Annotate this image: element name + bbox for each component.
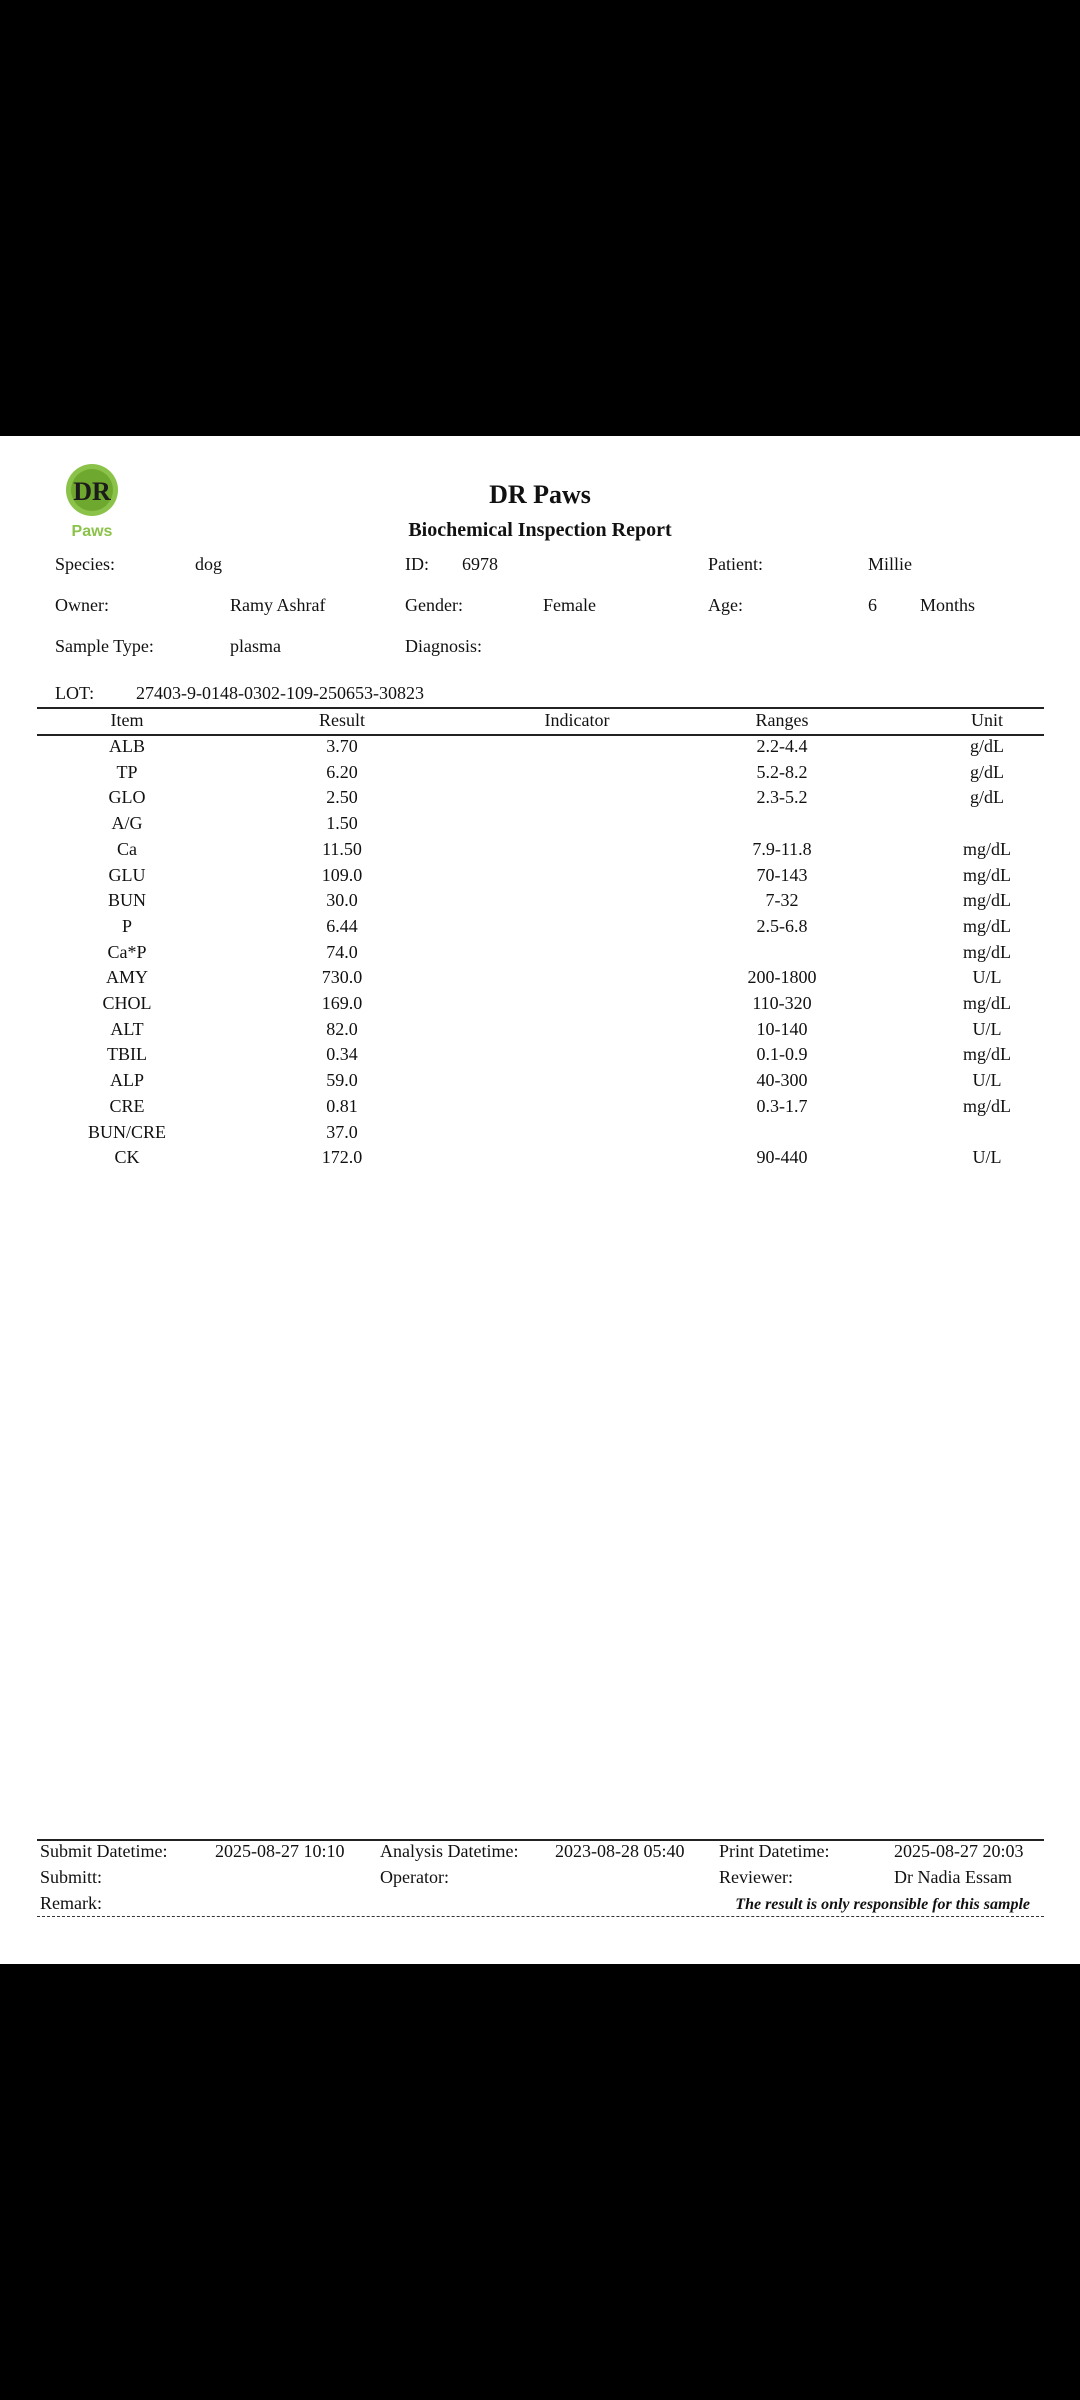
cell-unit: g/dL [970, 736, 1004, 756]
owner-label: Owner: [55, 595, 109, 615]
cell-item: AMY [105, 967, 148, 988]
cell-result: 0.81 [326, 1095, 358, 1116]
cell-item: GLO [108, 787, 146, 808]
cell-range: 10-140 [756, 1018, 808, 1039]
table-row [37, 1044, 1044, 1070]
footer-rule [37, 1839, 1044, 1841]
id-value: 6978 [462, 554, 498, 574]
cell-range: 5.2-8.2 [756, 761, 808, 782]
cell-item: CRE [109, 1095, 145, 1116]
reviewer-label: Reviewer: [719, 1867, 793, 1887]
table-row [37, 993, 1044, 1019]
cell-unit: U/L [972, 1147, 1002, 1168]
header-result: Result [318, 710, 365, 730]
table-row [37, 736, 1044, 762]
cell-range: 2.5-6.8 [756, 915, 808, 936]
cell-unit: mg/dL [963, 1044, 1011, 1065]
cell-range: 2.3-5.2 [756, 787, 808, 808]
cell-result: 1.50 [326, 813, 358, 834]
report-page [0, 436, 1080, 1964]
header-ranges: Ranges [755, 710, 809, 730]
table-row [37, 813, 1044, 839]
reviewer-value: Dr Nadia Essam [894, 1867, 1012, 1887]
table-header [37, 710, 1044, 736]
remark-label: Remark: [40, 1893, 102, 1913]
cell-item: GLU [108, 864, 146, 885]
table-row [37, 1070, 1044, 1096]
cell-range: 0.1-0.9 [756, 1044, 808, 1065]
species-label: Species: [55, 554, 115, 574]
svg-text:DR: DR [73, 477, 111, 506]
age-label: Age: [708, 595, 743, 615]
cell-unit: g/dL [970, 787, 1004, 808]
table-row [37, 942, 1044, 968]
table-row [37, 967, 1044, 993]
gender-value: Female [543, 595, 596, 615]
cell-result: 74.0 [326, 941, 358, 962]
cell-range: 7-32 [765, 890, 799, 911]
cell-item: A/G [111, 813, 143, 834]
cell-result: 6.44 [326, 915, 358, 936]
cell-item: TP [116, 761, 138, 782]
cell-unit: mg/dL [963, 890, 1011, 911]
operator-label: Operator: [380, 1867, 449, 1887]
cell-result: 3.70 [326, 736, 358, 756]
sample-type-label: Sample Type: [55, 636, 154, 656]
cell-item: ALB [109, 736, 145, 756]
patient-label: Patient: [708, 554, 763, 574]
cell-item: ALT [110, 1018, 144, 1039]
age-unit: Months [920, 595, 976, 615]
cell-item: ALP [109, 1070, 144, 1091]
age-value: 6 [868, 595, 877, 615]
cell-result: 11.50 [322, 838, 362, 859]
cell-unit: mg/dL [963, 1095, 1011, 1116]
cell-unit: mg/dL [963, 864, 1011, 885]
header-unit: Unit [970, 710, 1003, 730]
gender-label: Gender: [405, 595, 463, 615]
cell-item: TBIL [107, 1044, 147, 1065]
sample-type-value: plasma [230, 636, 281, 656]
lot-value: 27403-9-0148-0302-109-250653-30823 [136, 683, 424, 703]
cell-result: 109.0 [321, 864, 363, 885]
submitt-label: Submitt: [40, 1867, 103, 1887]
analysis-datetime-label: Analysis Datetime: [380, 1841, 519, 1861]
table-top-rule [37, 707, 1044, 709]
cell-item: Ca*P [107, 941, 147, 962]
table-row [37, 1147, 1044, 1173]
cell-result: 59.0 [326, 1070, 358, 1091]
cell-item: BUN/CRE [87, 1121, 166, 1142]
table-row [37, 890, 1044, 916]
table-row [37, 762, 1044, 788]
cell-range: 70-143 [756, 864, 808, 885]
cell-item: P [121, 915, 132, 936]
cell-item: Ca [117, 838, 137, 859]
table-row [37, 787, 1044, 813]
sample-responsibility-note: The result is only responsible for this sample [735, 1896, 1030, 1913]
cell-range: 90-440 [756, 1147, 808, 1168]
cell-result: 30.0 [326, 890, 358, 911]
cell-unit: mg/dL [963, 915, 1011, 936]
svg-text:Paws: Paws [71, 523, 113, 540]
table-row [37, 839, 1044, 865]
table-row [37, 1122, 1044, 1148]
cell-unit: g/dL [970, 761, 1004, 782]
table-row [37, 1096, 1044, 1122]
footer-dashed-rule [37, 1916, 1044, 1917]
cell-range: 0.3-1.7 [756, 1095, 808, 1116]
cell-result: 730.0 [321, 967, 363, 988]
id-label: ID: [405, 554, 429, 574]
cell-result: 169.0 [321, 993, 363, 1013]
table-row [37, 916, 1044, 942]
cell-item: CHOL [102, 993, 152, 1013]
cell-result: 2.50 [326, 787, 358, 808]
cell-result: 172.0 [321, 1147, 363, 1168]
cell-result: 37.0 [326, 1121, 358, 1142]
cell-unit: U/L [972, 1070, 1002, 1091]
submit-datetime-label: Submit Datetime: [40, 1841, 168, 1861]
cell-range: 7.9-11.8 [752, 838, 812, 859]
header-item: Item [110, 710, 144, 730]
cell-unit: mg/dL [963, 941, 1011, 962]
cell-range: 40-300 [756, 1070, 808, 1091]
cell-unit: U/L [972, 1018, 1002, 1039]
cell-range: 110-320 [752, 993, 812, 1013]
cell-item: BUN [107, 890, 146, 911]
cell-result: 6.20 [326, 761, 358, 782]
lot-label: LOT: [55, 683, 95, 703]
species-value: dog [195, 554, 222, 574]
cell-result: 82.0 [326, 1018, 358, 1039]
cell-unit: mg/dL [963, 838, 1011, 859]
patient-value: Millie [868, 554, 912, 574]
cell-result: 0.34 [326, 1044, 358, 1065]
cell-range: 2.2-4.4 [756, 736, 808, 756]
cell-range: 200-1800 [747, 967, 817, 988]
owner-value: Ramy Ashraf [230, 595, 326, 615]
table-row [37, 865, 1044, 891]
report-title: Biochemical Inspection Report [408, 519, 672, 541]
diagnosis-label: Diagnosis: [405, 636, 483, 656]
print-datetime-label: Print Datetime: [719, 1841, 830, 1861]
cell-unit: mg/dL [963, 993, 1011, 1013]
cell-unit: U/L [972, 967, 1002, 988]
table-row [37, 1019, 1044, 1045]
header-indicator: Indicator [544, 710, 610, 730]
cell-item: CK [114, 1147, 140, 1168]
analysis-datetime-value: 2023-08-28 05:40 [555, 1841, 685, 1861]
print-datetime-value: 2025-08-27 20:03 [894, 1841, 1024, 1861]
clinic-name: DR Paws [489, 480, 591, 509]
submit-datetime-value: 2025-08-27 10:10 [215, 1841, 345, 1861]
